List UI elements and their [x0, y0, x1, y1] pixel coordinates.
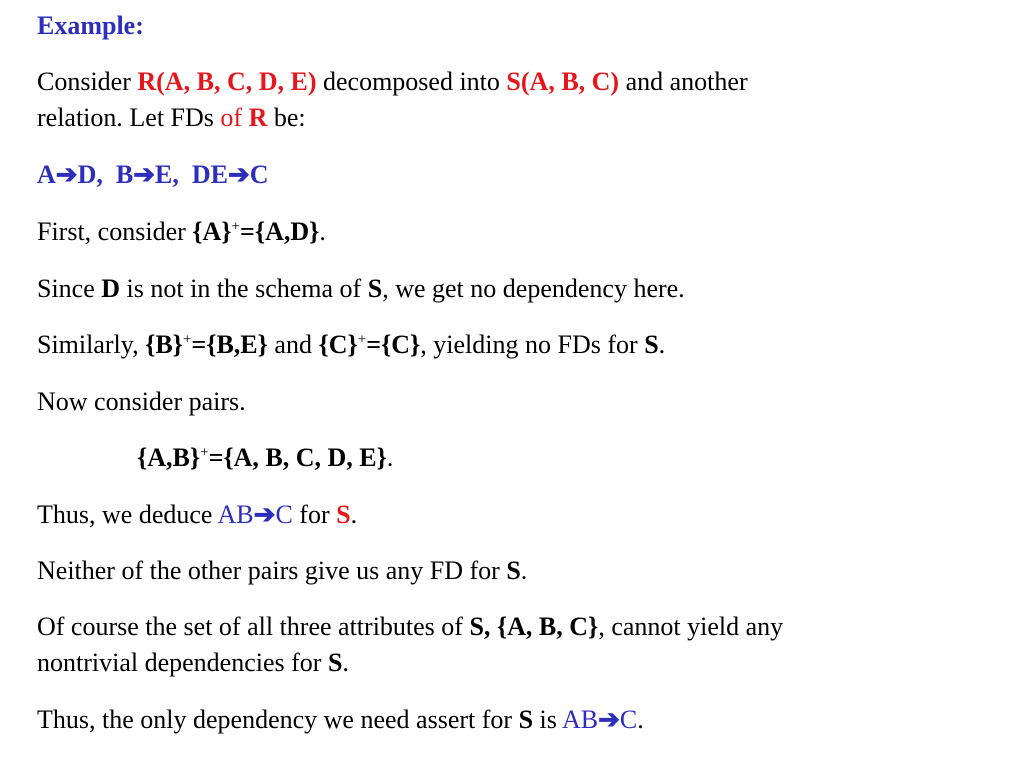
- text: Of course the set of all three attributes of: [37, 612, 470, 641]
- text: .: [658, 330, 666, 359]
- closure-a-lhs: {A}: [192, 217, 232, 246]
- arrow-right-icon: ➔: [598, 705, 620, 734]
- line-similarly: [37, 330, 665, 360]
- schema-s-attrs: S, {A, B, C}: [469, 612, 599, 641]
- intro-text-4: relation. Let FDs: [37, 103, 221, 132]
- text: First, consider: [37, 217, 193, 246]
- text: Thus, the only dependency we need assert for: [37, 705, 519, 734]
- closure-plus: +: [231, 218, 241, 235]
- text: Similarly,: [37, 330, 146, 359]
- closure-plus: +: [182, 331, 192, 348]
- fd2-lhs: B: [115, 160, 134, 189]
- schema-s: S: [506, 556, 521, 585]
- arrow-right-icon: ➔: [253, 500, 276, 529]
- text: , cannot yield any: [598, 612, 784, 641]
- line-now-consider: [37, 387, 246, 417]
- line-conclusion: [37, 705, 644, 735]
- text: and: [267, 330, 319, 359]
- schema-s: S: [367, 274, 383, 303]
- intro-text-5: be:: [267, 103, 306, 132]
- fd3-rhs: C: [249, 160, 269, 189]
- line-deduce: [37, 500, 357, 530]
- fd-c: C: [619, 705, 638, 734]
- line-of-course-1: [37, 612, 783, 642]
- fd-c: C: [275, 500, 293, 529]
- intro-line-1: [37, 67, 748, 97]
- intro-line-2: [37, 103, 306, 133]
- closure-b-lhs: {B}: [145, 330, 183, 359]
- line-neither: [37, 556, 527, 586]
- closure-ab-lhs: {A,B}: [137, 443, 201, 472]
- text: Now consider pairs.: [37, 387, 246, 416]
- closure-plus: +: [357, 331, 367, 348]
- line-first-consider: [37, 217, 326, 247]
- text: .: [386, 443, 394, 472]
- fd-ab: AB: [217, 500, 254, 529]
- intro-r: R: [248, 103, 268, 132]
- closure-a-rhs: ={A,D}: [240, 217, 320, 246]
- schema-s: S: [644, 330, 659, 359]
- text: is: [533, 705, 562, 734]
- line-since: [37, 274, 685, 304]
- text: Thus, we deduce: [37, 500, 218, 529]
- closure-ab-rhs: ={A, B, C, D, E}: [208, 443, 387, 472]
- text: .: [637, 705, 644, 734]
- text: .: [520, 556, 528, 585]
- schema-s: S: [336, 500, 351, 529]
- text: Since: [37, 274, 102, 303]
- relation-s: S(A, B, C): [506, 67, 620, 96]
- text: .: [350, 500, 358, 529]
- text: for: [292, 500, 337, 529]
- schema-s: S: [327, 648, 343, 677]
- fd-ab: AB: [561, 705, 599, 734]
- text: nontrivial dependencies for: [37, 648, 328, 677]
- text: .: [342, 648, 349, 677]
- arrow-right-icon: ➔: [227, 160, 250, 189]
- attr-d: D: [101, 274, 121, 303]
- line-pair-closure: [137, 443, 393, 473]
- title-text: Example:: [37, 11, 144, 40]
- closure-c-rhs: ={C}: [366, 330, 421, 359]
- fd3-lhs: DE: [191, 160, 228, 189]
- closure-plus: +: [200, 444, 209, 461]
- fd1-rhs: D,: [77, 160, 103, 189]
- text: is not in the schema of: [120, 274, 368, 303]
- fd2-rhs: E,: [155, 160, 179, 189]
- fd-list: [37, 160, 269, 190]
- fd1-lhs: A: [37, 160, 56, 189]
- text: .: [319, 217, 326, 246]
- intro-of: of: [220, 103, 243, 132]
- intro-text-2: decomposed into: [316, 67, 507, 96]
- arrow-right-icon: ➔: [133, 160, 155, 189]
- closure-b-rhs: ={B,E}: [191, 330, 268, 359]
- schema-s: S: [518, 705, 534, 734]
- relation-r: R(A, B, C, D, E): [137, 67, 317, 96]
- closure-c-lhs: {C}: [318, 330, 358, 359]
- intro-text-1: Consider: [37, 67, 138, 96]
- slide-title: [37, 11, 144, 41]
- arrow-right-icon: ➔: [55, 160, 78, 189]
- text: , yielding no FDs for: [420, 330, 645, 359]
- text: , we get no dependency here.: [382, 274, 685, 303]
- text: Neither of the other pairs give us any FD for: [37, 556, 507, 585]
- line-of-course-2: [37, 648, 349, 678]
- intro-text-3: and another: [619, 67, 748, 96]
